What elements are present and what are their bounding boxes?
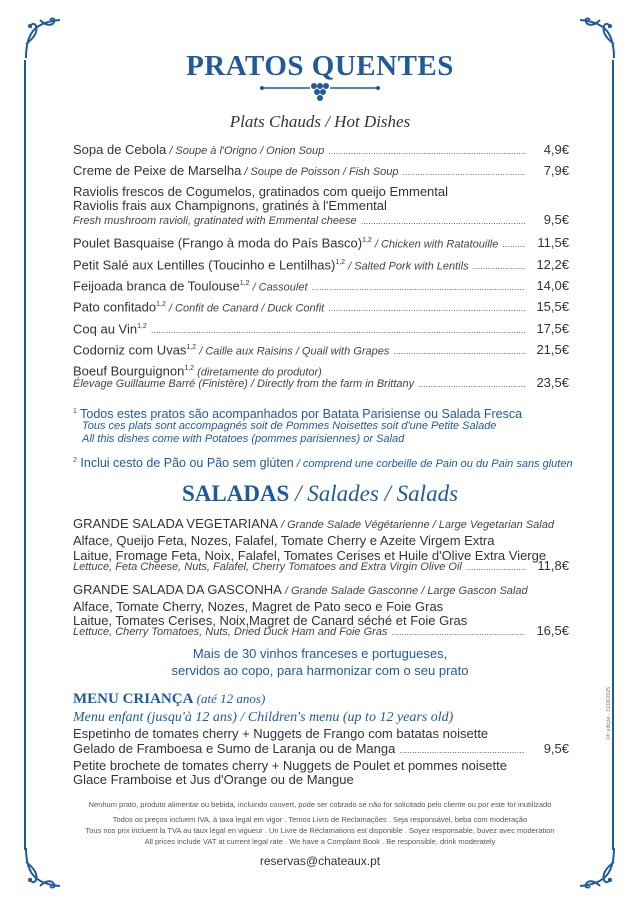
menu-item: Feijoada branca de Toulouse$^{1,2}$ / Cassoulet ..... 14,0€ <box>73 276 569 295</box>
item-price: 23,5€ <box>536 375 569 390</box>
section-title-salads: SALADAS / Salades / Salads <box>181 481 459 506</box>
salad-name: GRANDE SALADA DA GASCONHA / Grande Salade Gasconne / Large Gascon Salad <box>73 582 528 597</box>
kids-menu-line1: Espetinho de tomates cherry + Nuggets de Frango com batatas noisette <box>73 726 489 741</box>
footnote-1-en: All this dishes come with Potatoes (pommes parisiennes) or Salad <box>82 433 405 445</box>
frame-right-border <box>612 60 614 850</box>
menu-item: Codorniz com Uvas$^{1,2}$ / Caille aux Raisins / Quail with Grapes ..... 21,5€ <box>73 340 569 359</box>
salad-translation: Laitue, Tomates Cerises, Noix,Magret de Canard séché et Foie Gras <box>73 613 468 628</box>
menu-item: Coq au Vin$^{1,2}$ ..... 17,5€ <box>73 319 569 338</box>
grape-ornament-icon <box>260 80 380 104</box>
menu-item: Gelado de Framboesa e Sumo de Laranja ou de Manga ..... 9,5€ <box>73 741 569 758</box>
menu-item: Lettuce, Cherry Tomatoes, Nuts, Dried Duck Ham and Foie Gras ..... 16,5€ <box>73 623 569 640</box>
item-price: 12,2€ <box>536 257 569 273</box>
edition-label: 14ª edição - 31/06/2025 <box>606 686 612 740</box>
salad-ingredients: Alface, Tomate Cherry, Nozes, Magret de Pato seco e Foie Gras <box>73 599 444 614</box>
footer-legal-line: Todos os preços incluem IVA, à taxa legal em vigor . Temos Livro de Reclamações . Seja responsável, beba com moderação <box>112 815 528 824</box>
frame-left-border <box>24 60 26 850</box>
footnote-1: $^1$ Todos estes pratos são acompanhados por Batata Parisiense ou Salada Fresca <box>73 407 523 422</box>
item-price: 14,0€ <box>536 278 569 294</box>
kids-menu-title: MENU CRIANÇA (até 12 anos) <box>73 691 266 707</box>
menu-item: Fresh mushroom ravioli, gratinated with Emmental cheese ..... 9,5€ <box>73 212 569 229</box>
item-price: 7,9€ <box>543 163 569 178</box>
menu-item: Élevage Guillaume Barré (Finistère) / Directly from the farm in Brittany ..... 23,5€ <box>73 375 569 392</box>
kids-menu-fr1: Petite brochete de tomates cherry + Nuggets de Poulet et pommes noisette <box>73 758 507 773</box>
menu-item: Petit Salé aux Lentilles (Toucinho e Lentilhas)$^{1,2}$ / Salted Pork with Lentils ..... 12,2€ <box>73 255 569 274</box>
menu-item-title: Raviolis frescos de Cogumelos, gratinados com queijo Emmental <box>73 184 449 199</box>
item-price: 9,5€ <box>543 741 569 756</box>
salad-translation: Laitue, Fromage Feta, Noix, Falafel, Tomates Cerises et Huile d'Olive Extra Vierge <box>73 548 547 563</box>
item-price: 17,5€ <box>536 321 569 337</box>
item-price: 4,9€ <box>543 142 569 157</box>
menu-item-translation: Raviolis frais aux Champignons, gratinés à l'Emmental <box>73 198 387 213</box>
salad-ingredients: Alface, Queijo Feta, Nozes, Falafel, Tomate Cherry e Azeite Virgem Extra <box>73 533 495 548</box>
reservation-email-link[interactable]: reservas@chateaux.pt <box>259 854 381 868</box>
item-price: 11,8€ <box>537 558 569 573</box>
kids-menu-subtitle: Menu enfant (jusqu'à 12 ans) / Children's menu (up to 12 years old) <box>73 710 454 725</box>
footer-legal-line: All prices include VAT at current legal rate . We have a Complaint Book . Be responsible, drink moderately <box>144 837 496 846</box>
menu-item-title: Boeuf Bourguignon$^{1,2}$ (diretamente do produtor) <box>73 363 322 379</box>
footnote-1-fr: Tous ces plats sont accompagnés soit de Pommes Noisettes soit d'une Petite Salade <box>82 420 497 432</box>
salad-name: GRANDE SALADA VEGETARIANA / Grande Salade Végétarienne / Large Vegetarian Salad <box>73 516 554 531</box>
menu-item: Creme de Peixe de Marselha / Soupe de Poisson / Fish Soup ..... 7,9€ <box>73 163 569 180</box>
item-price: 15,5€ <box>536 299 569 315</box>
menu-item: Lettuce, Feta Cheese, Nuts, Falafel, Cherry Tomatoes and Extra Virgin Olive Oil ..... 11,8€ <box>73 558 569 575</box>
footnote-2: $^2$ Inclui cesto de Pão ou Pão sem glúten / comprend une corbeille de Pain ou du Pain sans gluten <box>73 456 573 471</box>
footer-legal-line: Tous nos prix incluent la TVA au taux légal en vigueur . Un Livre de Réclamations est disponible . Soyez responsable, buvez avec moderation <box>85 826 555 835</box>
menu-item: Pato confitado$^{1,2}$ / Confit de Canard / Duck Confit ..... 15,5€ <box>73 297 569 316</box>
item-price: 21,5€ <box>536 342 569 358</box>
wine-note-line1: Mais de 30 vinhos franceses e portugueses, <box>192 646 448 661</box>
menu-item: Sopa de Cebola / Soupe à l'Origno / Onion Soup ..... 4,9€ <box>73 142 569 159</box>
footer-legal-line: Nenhum prato, produto alimentar ou bebida, incluindo couvert, pode ser cobrado se não for solicitado pelo cliente ou por este for inutilizado <box>88 800 552 809</box>
item-price: 16,5€ <box>536 623 569 638</box>
item-price: 9,5€ <box>543 212 569 227</box>
menu-item: Poulet Basquaise (Frango à moda do País Basco)$^{1,2}$ / Chicken with Ratatouille ..... 11,5€ <box>73 233 569 252</box>
page-title: PRATOS QUENTES <box>186 50 454 82</box>
wine-note-line2: servidos ao copo, para harmonizar com o seu prato <box>171 663 469 678</box>
kids-menu-fr2: Glace Framboise et Jus d'Orange ou de Mangue <box>73 772 354 787</box>
page-subtitle: Plats Chauds / Hot Dishes <box>229 112 411 131</box>
item-price: 11,5€ <box>537 235 569 251</box>
